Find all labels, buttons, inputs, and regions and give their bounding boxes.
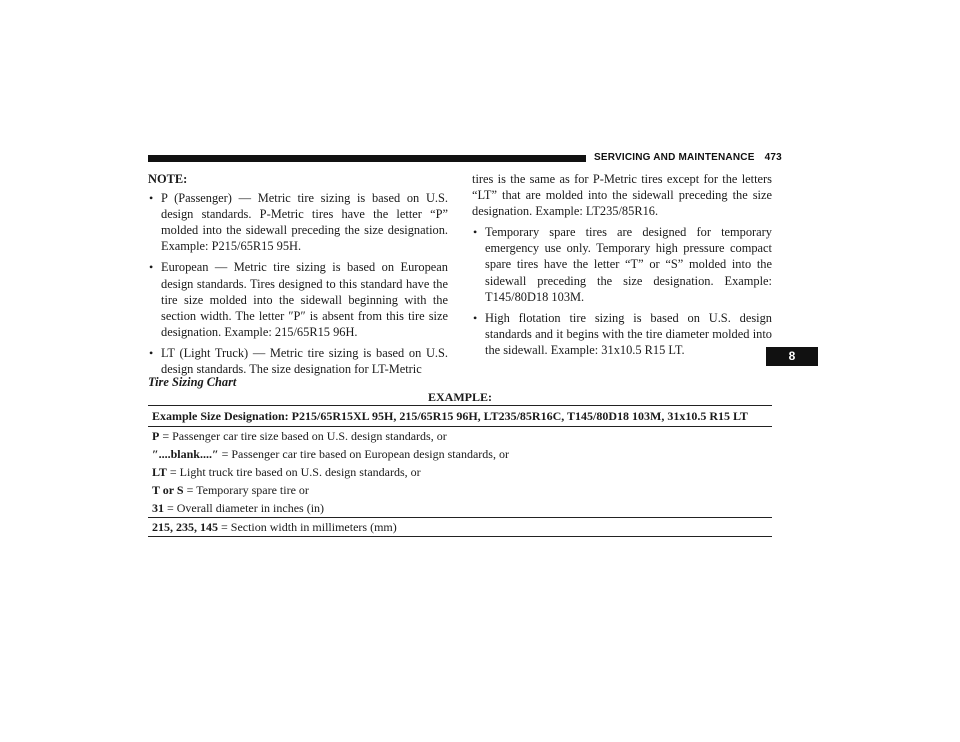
tire-sizing-table — [148, 405, 772, 537]
example-label: EXAMPLE: — [428, 390, 492, 404]
continuation-text: tires is the same as for P-Metric tires except for the letters “LT” that are molded into the sidewall preceding the size designation. Example: LT235/85R16. — [472, 172, 772, 219]
list-item: • European — Metric tire sizing is based on European design standards. Tires designed to this standard have the tire size molded into the sidewall beginning with the section width. The letter ″P″ is absent from this tire size designation. Example: 215/65R15 96H. — [149, 260, 448, 339]
table-row: LT = Light truck tire based on U.S. design standards, or — [152, 465, 421, 479]
note-label: NOTE: — [148, 172, 188, 186]
left-column — [148, 171, 448, 382]
table-row: T or S = Temporary spare tire or — [152, 483, 309, 497]
right-column — [472, 171, 772, 363]
running-header — [594, 152, 782, 163]
chapter-tab: 8 — [766, 347, 818, 366]
page-number: 473 — [764, 152, 782, 163]
header-rule — [148, 155, 586, 162]
table-row: P = Passenger car tire size based on U.S. design standards, or — [152, 429, 447, 443]
chart-title: Tire Sizing Chart — [148, 375, 237, 389]
table-row: 31 = Overall diameter in inches (in) — [148, 499, 772, 518]
table-row: ″....blank....″ = Passenger car tire based on European design standards, or — [152, 447, 509, 461]
section-title: SERVICING AND MAINTENANCE — [594, 152, 755, 163]
list-item: • P (Passenger) — Metric tire sizing is based on U.S. design standards. P-Metric tires have the letter “P” molded into the sidewall preceding the size designation. Example: P215/65R15 95H. — [149, 191, 448, 254]
table-header-row: Example Size Designation: P215/65R15XL 95H, 215/65R15 96H, LT235/85R16C, T145/80D18 103M, 31x10.5 R15 LT — [148, 405, 772, 427]
list-item: • Temporary spare tires are designed for temporary emergency use only. Temporary high pressure compact spare tires have the letter “T” or “S” molded into the sidewall preceding the size designation. Example: T145/80D18 103M. — [473, 225, 772, 304]
list-item: • High flotation tire sizing is based on U.S. design standards and it begins with the tire diameter molded into the sidewall. Example: 31x10.5 R15 LT. — [473, 310, 772, 357]
list-item: • LT (Light Truck) — Metric tire sizing is based on U.S. design standards. The size designation for LT-Metric — [149, 345, 448, 377]
table-row: 215, 235, 145 = Section width in millimeters (mm) — [148, 518, 772, 537]
